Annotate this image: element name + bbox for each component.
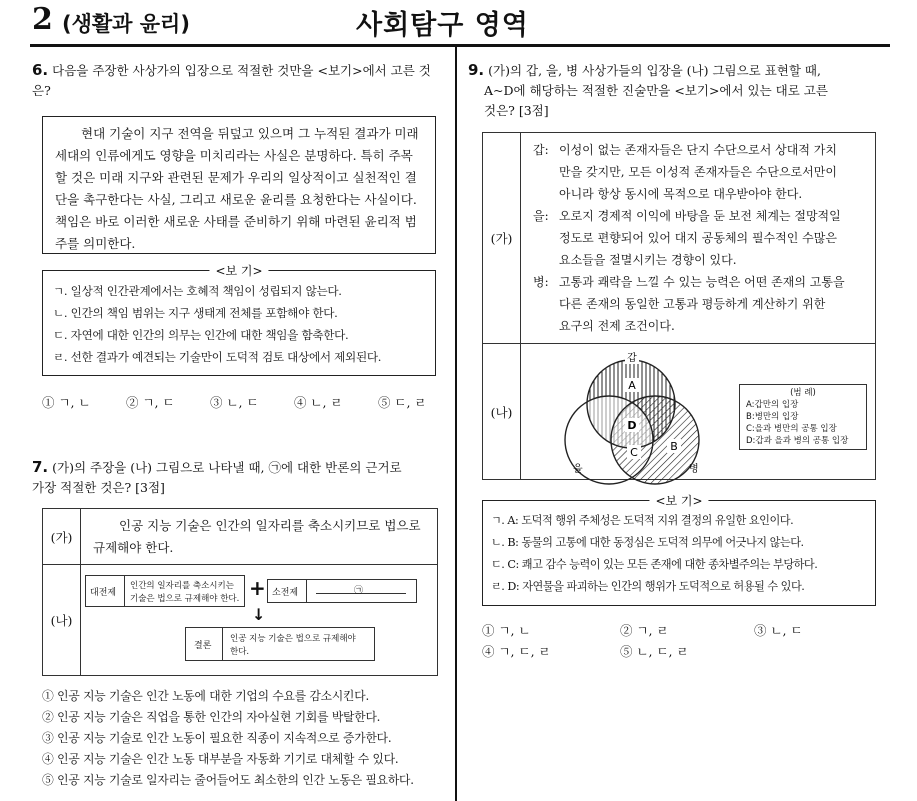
question-9-bogi [482,494,876,606]
question-9-stem [468,60,888,121]
major-premise-box [85,575,245,607]
bogi-item: ㄱ. A: 도덕적 행위 주체성은 도덕적 지위 결정의 유일한 요인이다. [491,514,794,527]
answer-option[interactable]: ① ㄱ, ㄴ [482,623,531,638]
conclusion-label: 결론 [194,641,212,651]
legend-item: D:갑과 을과 병의 공통 입장 [746,436,849,446]
major-premise-text: 인간의 일자리를 축소시키는 [130,581,234,591]
question-6-bogi [42,264,436,376]
question-6-options [42,393,442,411]
minor-premise-box [267,579,417,603]
conclusion-text: 인공 지능 기술은 법으로 규제해야 [230,634,356,644]
statement-line: 오로지 경제적 이익에 바탕을 둔 보전 체계는 절망적일 [559,209,841,223]
question-stem-line: (가)의 갑, 을, 병 사상가들의 입장을 (나) 그림으로 표현할 때, [488,63,821,78]
answer-option[interactable]: ⑤ ㄷ, ㄹ [377,395,427,410]
question-stem-line: (가)의 주장을 (나) 그림으로 나타낼 때, ㉠에 대한 반론의 근거로 [52,460,402,475]
venn-diagram-cell [521,344,876,480]
statement-line: 고통과 쾌락을 느낄 수 있는 능력은 어떤 존재의 고통을 [559,275,845,289]
page-number: 2 [32,2,53,37]
passage-text: 현대 기술이 지구 전역을 뒤덮고 있으며 그 누적된 결과가 미래 세대의 인류에게도 영향을 미치리라는 사실은 분명하다. 특히 주목할 것은 미래 지구와 관련된 문제가 우리의 일상적이고 실천적인 결단을 촉구한다는 사실, 그리고 새로운 윤리를 요청한다는 사실이다. 책임은 바로 이러한 새로운 사태를 준비하기 위해 마련된 윤리적 범주를 의미한다. [55,126,419,251]
bogi-item: ㄹ. D: 자연물을 파괴하는 인간의 행위가 도덕적으로 허용될 수 있다. [491,580,805,593]
bogi-title: <보 기> [209,262,268,279]
answer-option[interactable]: ③ ㄴ, ㄷ [753,623,803,638]
statement-line: 만을 갖지만, 모든 이성적 존재자들은 수단으로서만이 [559,165,837,179]
legend-item: C:을과 병만의 공통 입장 [746,424,837,434]
question-number: 7. [32,458,49,476]
question-6-stem [32,60,442,101]
question-6-passage [42,116,436,254]
statement-line: 다른 존재의 동일한 고통과 평등하게 계산하기 위한 [559,297,826,311]
question-9-table [482,132,876,480]
bogi-item: ㄴ. B: 동물의 고통에 대한 동정심은 도덕적 의무에 어긋나지 않는다. [491,536,804,549]
answer-option[interactable]: ④ ㄴ, ㄹ [293,395,343,410]
speaker-label: 을: [533,209,549,223]
header-rule [30,44,890,47]
column-divider [455,47,457,801]
answer-option[interactable]: ⑤ 인공 지능 기술로 일자리는 줄어들어도 최소한의 인간 노동은 필요하다. [42,773,414,787]
thinker-statements [521,133,876,344]
conclusion-box [185,627,375,661]
exam-title: 사회탐구 영역 [356,10,529,41]
answer-option[interactable]: ⑤ ㄴ, ㄷ, ㄹ [619,644,689,659]
legend-item: B:병만의 입장 [746,412,799,422]
label-ga: (가) [483,133,521,344]
syllogism-diagram [81,565,438,676]
venn-legend [739,384,867,450]
bogi-item: ㄷ. 자연에 대한 인간의 의무는 인간에 대한 책임을 함축한다. [53,328,349,342]
legend-item: A:갑만의 입장 [746,400,799,410]
question-stem: 다음을 주장한 사상가의 입장으로 적절한 것만을 <보기>에서 고른 것은? [32,63,431,98]
question-number: 9. [468,61,485,79]
answer-option[interactable]: ① ㄱ, ㄴ [42,395,91,410]
major-premise-text: 기술은 법으로 규제해야 한다. [130,594,240,604]
claim-text: 인공 지능 기술은 인간의 일자리를 축소시키므로 법으로 규제해야 한다. [81,509,438,565]
answer-option[interactable]: ① 인공 지능 기술은 인간 노동에 대한 기업의 수요를 감소시킨다. [42,689,369,703]
subject-name: (생활과 윤리) [62,12,190,36]
page-header [0,0,917,42]
question-stem-line: A~D에 해당하는 적절한 진술만을 <보기>에서 있는 대로 고른 [484,83,828,98]
venn-region-b: B [670,440,678,453]
answer-option[interactable]: ④ ㄱ, ㄷ, ㄹ [482,644,551,659]
statement-line: 이성이 없는 존재자들은 단지 수단으로서 상대적 가치 [559,143,837,157]
minor-premise-label: 소전제 [272,588,299,598]
conclusion-text: 한다. [230,647,250,657]
answer-option[interactable]: ③ ㄴ, ㄷ [209,395,259,410]
question-7-stem [32,457,447,498]
answer-option[interactable]: ② ㄱ, ㄹ [619,623,669,638]
answer-option[interactable]: ③ 인공 지능 기술로 인간 노동이 필요한 직종이 지속적으로 증가한다. [42,731,392,745]
answer-option[interactable]: ④ 인공 지능 기술은 인간 노동 대부분을 자동화 기기로 대체할 수 있다. [42,752,399,766]
major-premise-label: 대전제 [90,588,117,598]
answer-option[interactable]: ② ㄱ, ㄷ [125,395,175,410]
question-stem-line: 가장 적절한 것은? [3점] [32,480,165,495]
bogi-item: ㄴ. 인간의 책임 범위는 지구 생태계 전체를 포함해야 한다. [53,306,338,320]
question-stem-line: 것은? [3점] [484,103,549,118]
venn-region-d: D [627,419,637,432]
venn-label-gap: 갑 [627,353,637,364]
legend-title: (범 례) [790,388,816,398]
bogi-item: ㄹ. 선한 결과가 예견되는 기술만이 도덕적 검토 대상에서 제외된다. [53,350,382,364]
question-7-options [42,686,452,791]
venn-region-c: C [630,446,638,459]
venn-region-a: A [628,379,636,392]
bogi-title: <보 기> [649,492,708,509]
speaker-label: 갑: [533,143,549,157]
question-number: 6. [32,61,49,79]
minor-premise-blank-mark: ㉠ [354,586,364,596]
down-arrow: ↓ [252,605,266,624]
statement-gap [533,139,867,205]
bogi-item: ㄱ. 일상적 인간관계에서는 호혜적 책임이 성립되지 않는다. [53,284,342,298]
statement-line: 아니라 항상 동시에 목적으로 대우받아야 한다. [559,187,803,201]
answer-option[interactable]: ② 인공 지능 기술은 직업을 통한 인간의 자아실현 기회를 박탈한다. [42,710,381,724]
question-9-options [482,620,882,662]
speaker-label: 병: [533,275,549,289]
bogi-item: ㄷ. C: 쾌고 감수 능력이 있는 모든 존재에 대한 종차별주의는 부당하다. [491,558,818,571]
label-ga: (가) [43,509,81,565]
plus-sign: + [249,576,266,600]
statement-line: 정도로 편향되어 있어 대지 공동체의 필수적인 수많은 [559,231,837,245]
venn-label-eul: 을 [573,464,583,475]
statement-line: 요구의 전제 조건이다. [559,319,675,333]
question-7-table [42,508,438,676]
statement-eul [533,205,867,271]
statement-byeong [533,271,867,337]
label-na: (나) [483,344,521,480]
venn-label-byeong: 병 [689,464,699,475]
label-na: (나) [43,565,81,676]
statement-line: 요소들을 절멸시키는 경향이 있다. [559,253,737,267]
